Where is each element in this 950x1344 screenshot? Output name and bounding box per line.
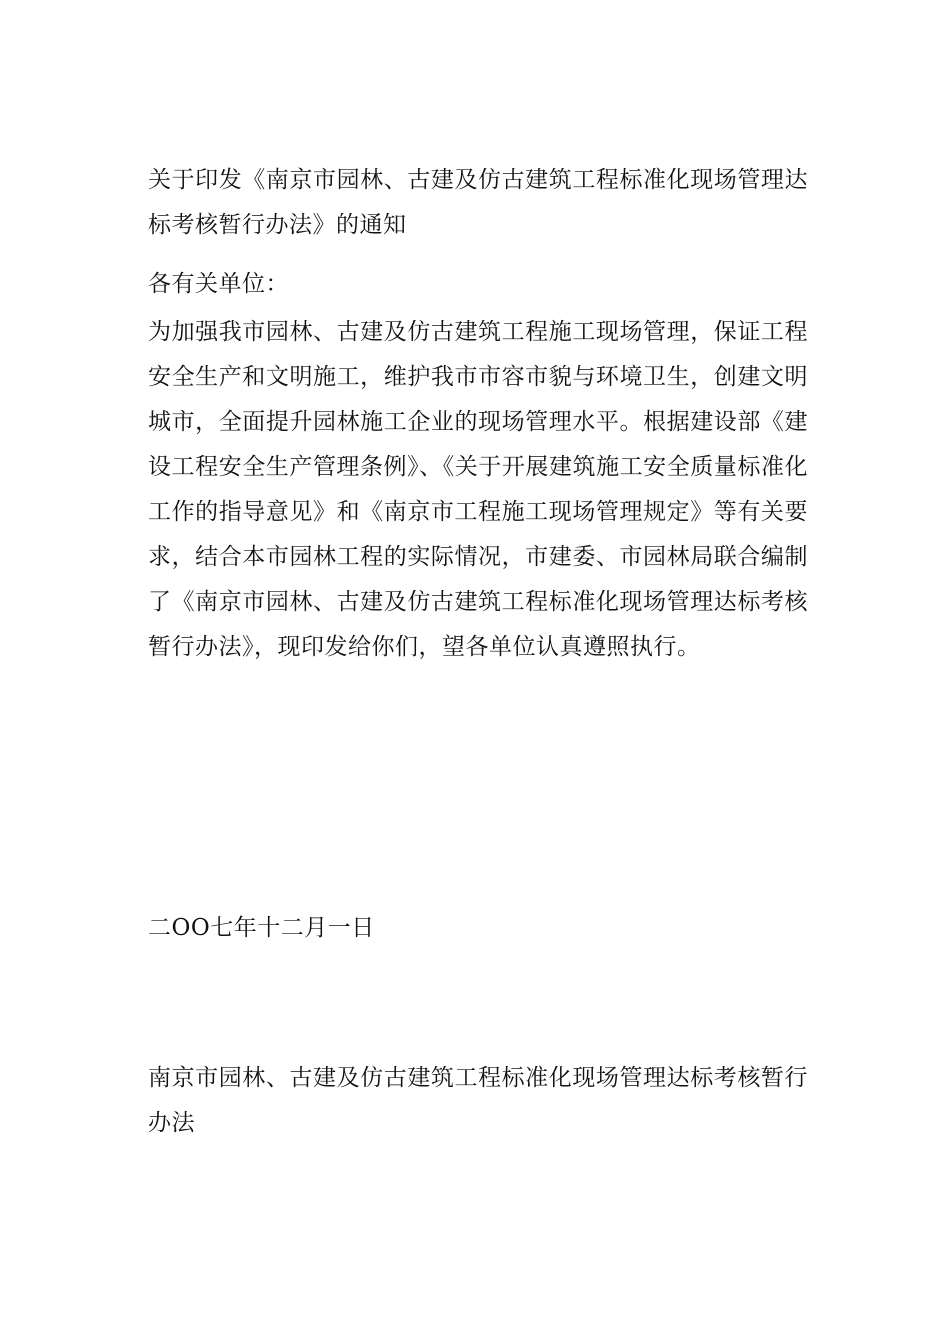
notice-title: 关于印发《南京市园林、古建及仿古建筑工程标准化现场管理达标考核暂行办法》的通知 — [148, 167, 808, 238]
measures-title: 南京市园林、古建及仿古建筑工程标准化现场管理达标考核暂行办法 — [148, 1065, 808, 1136]
issue-date: 二OO七年十二月一日 — [148, 915, 375, 941]
body-paragraph: 为加强我市园林、古建及仿古建筑工程施工现场管理，保证工程安全生产和文明施工，维护我市市容市貌与环境卫生，创建文明城市，全面提升园林施工企业的现场管理水平。根据建设部《建设工程安全生产管理条例》、《关于开展建筑施工安全质量标准化工作的指导意见》和《南京市工程施工现场管理规定》等有关要求，结合本市园林工程的实际情况，市建委、市园林局联合编制了《南京市园林、古建及仿古建筑工程标准化现场管理达标考核暂行办法》，现印发给你们，望各单位认真遵照执行。 — [148, 319, 808, 660]
salutation: 各有关单位： — [148, 271, 289, 297]
